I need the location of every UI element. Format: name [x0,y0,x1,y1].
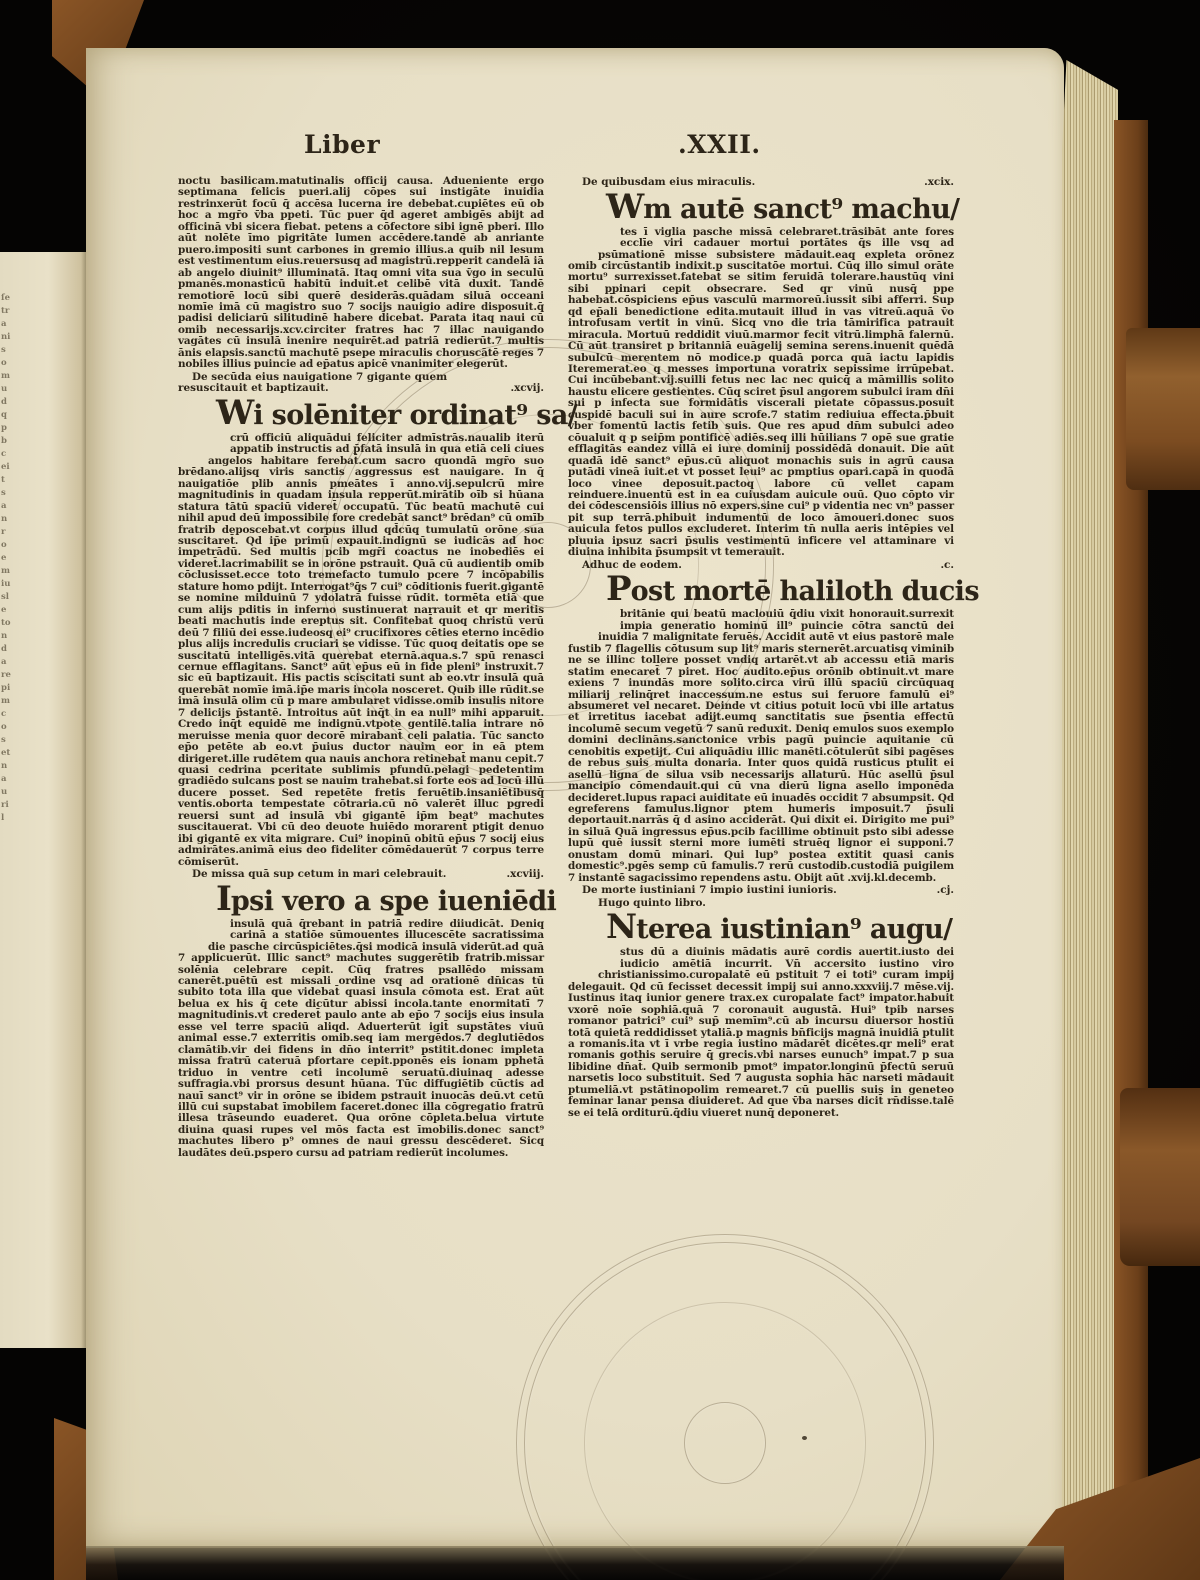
body-paragraph [568,227,954,559]
book-page [86,48,1064,1548]
decorated-initial: W [216,392,254,433]
running-title: Liber [304,130,381,159]
folio-number: .XXII. [678,130,761,159]
body-paragraph [568,609,954,884]
chapter-rubric [178,869,544,881]
paragraph-text: noctu basilicam.matutinalis officij causa. Adueniente ergo septimana felicis pueri.alij cōpes sui instigāte inuidia restrinxerūt focū q̄ accēsa lucerna ire debebat.cupiētes eū ob hoc a mgr̄o v̄ba ppeti. Tūc puer q̄d ageret ambigēs abijt ad officinā vbi sicera fiebat. petens a cōfectore sibi ignē pberi. Illo aūt nolēte īmo pigritāte lumen accēdere.tandē ab anriante puero.impositi sunt carbones in gremio illius.a quib nil lesum est vestimentum eius.reuersusq ad magistrū.repperit candelā iā ab angelo diuinit⁹ illuminatā. Itaq omni vita sua v̄go in seculū pmanēs.monasticū habitū induit.et celibē vitā duxit. Tandē remotiorē locū sibi querē desiderās.quādam siluā occeani nomīe imā cū magistro suo 7 socijs nauigio adire disposuit.q̄ padisi deliciarū silitudinē habere dicebat. Parata itaq naui cū omib necessarijs.xcv.circiter fratres hac 7 illac nauigando vagātes cū insulā inenire nequirēt.ad patriā redierūt.7 multis ānis elapsis.sanctū machutē psepe miraculis choruscātē reges 7 nobiles illius puincie ad ep̄atus apicē vnanimiter elegerūt. [178,175,544,371]
facing-page-edge [0,252,88,1348]
fore-edge-page-stack [1062,60,1118,1552]
source-attribution: Hugo quinto libro. [598,896,706,909]
paragraph-text: tes ī viglia pasche missā celebraret.trāsibāt ante fores ecclīe viri cadauer mortui portātes q̄s ille vsq ad psūmationē misse subsistere mādauit.eaq expleta orōnez omib circūstantib indixit.p suscitatōe mortui. Cūq illo simul orāte mortu⁹ surrexisset.fatebat̄ se sitim feruidā tolerare.haustūq vini sibi ppinari cepit obsecrare. Sed qr vinū nusq̄ ppe habebat̄.cōspiciens ep̄us vasculū marmoreū.iussit sibi afferri. Sup qd ep̄ali benedictione edita.mutauit illud in vas vitreū.aquā v̄o introfusam vertit in vinū. Sicq vno die tria tāmirifica patrauit miracula. Mortuū reddidit viuū.marmor fecit vitrū.limphā falernū. Cū aūt transiret p britanniā euāgelij semina serens.inuenit quēdā subulcū merentem nō modice.p quadā porca quā iactu lapidis Iteremerat.eo q messes importuna voratrix sepissime irrūpebat. Cui incūbebant.vij.suilli fetus nec lac nec quicq̄ a māmillis solito haustu elicere gestientes. Cūq sciret p̄sul angorem subulci iram dn̄i sui p infecta sue formidātis viscerali pietate cōpassus.posuit cuspidē baculi sui in aure scrofe.7 statim rediuiua effecta.p̄buit vber fomentū lactis fetib suis. Que res apud dn̄m subulci adeo cōualuit q p seip̄m pontificē adiēs.seq illi hūilians 7 opē sue gratie efflagitās eandez villā ei iure dominij possidēdā donauit. Die aūt quadā idē sanct⁹ ep̄us.cū aliquot monachis suis in agrū causa putādi vineā iuit.et vt posset leui⁹ ac pmptius opari.capā in quodā loco vinee deposuit.pactoq labore cū vellet capam reinduere.inuentū est in ea cuiusdam auicule ouū. Quo cōpto vir dei cōdescensiōis illius nō expers.sine cui⁹ p videntia nec vn⁹ passer pit sup terrā.phibuit indumentū de loco āmoueri.donec suos auicula fetos pullos excluderet. Interim tn̄ nulla aeris intēpies vel pluuia ipsuz sacri p̄sulis vestimentū inficere vel attaminare vi diuina inhibita p̄sumpsit vt temerauit. [568,225,954,559]
body-paragraph [568,947,954,1119]
heading-text: m autē sanct⁹ machu/ [643,193,960,225]
rubric-text: De missa quā sup cetum in mari celebrauit. [192,868,447,881]
decorated-initial: I [216,878,231,919]
chapter-number: .xcviij. [506,868,544,881]
heading-text: psi vero a spe iueniēdi [230,885,557,917]
chapter-rubric [568,560,954,572]
section-heading [178,878,557,919]
printed-text-area [86,48,1064,1548]
chapter-rubric [568,177,954,189]
chapter-number: .xcvij. [510,382,544,395]
heading-text: ost mortē haliloth ducis [630,576,979,608]
section-heading [178,392,577,433]
rubric-text: De morte iustiniani 7 impio iustini iunioris. [582,884,837,897]
leather-clasp-strap-top [1126,328,1200,490]
text-column-left [178,175,577,1160]
page-bottom-shadow [86,1546,1064,1580]
chapter-rubric [568,885,954,897]
body-paragraph [178,919,544,1160]
chapter-number: .c. [940,558,954,571]
chapter-rubric [178,372,544,395]
section-heading [568,186,960,227]
paragraph-text: britānie qui beatū maclouiū q̄diu vixit honorauit.surrexit impia generatio hominū ill⁹ puincie cōtra sanctū dei inuidia 7 malignitate feruēs. Accidit autē vt eius pastorē male fustib 7 flagellis cōtusum sup lit⁹ maris sternerēt.arcuatisq viminib ne se illinc tollere posset vndiq artarēt.vt ab accessu etiā maris statim enecaret̄ 7 piret. Hoc audito.ep̄us orōnib obtinuit.vt mare exiens 7 inundās more solito.circa virū illū spaciū circūquaq miliarij relinq̄ret inaccessum.ne estus sui feruore famulū ei⁹ absumeret vel necaret. Deinde vt citius potuit locū vbi ille artatus et irretitus iacebat adijt.eumq sanctitatis sue p̄sentia effectū incolumē secum vegetū 7 sanū reduxit. Deniq emulos suos exemplo domini declināns.sanctonice vrbis pagū puincie aquitanie cū cenobitis expetijt. Cui aliquādiu illic manēti.cōtulerūt sibi pagēses de rebus suis multa donaria. Inter quos quidā rusticus ptulit ei asellū ligna de silua vsib necessarijs allaturū. Hūc asellū p̄sul mancipio cōmendauit.qui cū vna dierū ligna asello imponēda decideret.lupus rapaci auiditate eū inuadēs occidit 7 absumpsit. Qd egreferens famulus.lignor ptem humeris imposuit.7 p̄suli deportauit.narrās q̄ d asino acciderāt. Qui dixit ei. Dirigito me pui⁹ in siluā Quā ingressus ep̄us.pcib facillime obtinuit psto sibi adesse lupū quē iussit sterni more iumēti struēq lignor ei supponi.7 onustam domū minari. Qui lup⁹ postea extitit quasi canis domestic⁹.pgēs semp cū famulis.7 rerū custodib.custodiā puigilem 7 instantē sagacissimo rependens astu. Obijt aūt .xvij.kl.decemb. [568,608,954,884]
text-column-right [568,176,979,1120]
body-paragraph [178,433,544,868]
decorated-initial: W [606,186,644,227]
paragraph-text: insulā quā q̄rebant in patriā redire diiudicāt. Deniq carinā a statiōe sūmouentes illucescēte sacratissima die pasche circūspiciētes.q̄si modicā insulā viderūt.ad quā 7 applicuerūt. Illic sanct⁹ machutes suggerētib fratrib.missar solēnia celebrare cepit. Cūq fratres psallēdo missam canerēt.puētū est missali ordine vsq ad orationē dn̄icas tū subito tota illa que videbat̄ quasi insula cōmota est. Erat aūt belua ex his q̄ cete dicūtur abissi incola.tante enormitatī 7 magnitudinis.vt crederet̄ paulo ante ab ep̄o 7 socijs eius insula esse vel terre spaciū aliqd. Aduerterūt igit̄ supstātes viuū animal esse.7 exterritis omib.seq iam mergēdos.7 deglutiēdos clamātib.vir dei fidens in dn̄o interrit⁹ pstitit.donec impleta missa fratrū cateruā pfortare cepit.pponēs eis ionam pphetā triduo in ventre ceti incolumē seruatū.diuinaq adesse suffragia.vbi prorsus desunt hūana. Tūc diffugiētib cūctis ad nauī sanct⁹ vir in orōne se ibidem pstrauit inuocās deū.vt cetū illū cui supstabat īmobilem faceret.donec illa cōgregatio fratrū illesa trāseundo euaderet. Qua orōne cōpleta.belua virtute diuina quasi rupes vel mōs facta est īmobilis.donec sanct⁹ machutes libero p⁹ omnes de naui gressu descēderet. Sicq laudātes deū.pspero cursu ad patriam redierūt incolumes. [178,917,544,1159]
body-paragraph [178,176,544,371]
heading-text: terea iustinian⁹ augu/ [636,914,953,946]
paragraph-text: stus dū a diuinis mādatis aurē cordis auertit.iusto dei iudicio amētiā incurrit. Vn̄ accersito iustino viro christianissimo.curopalatē eū pstituit 7 ei toti⁹ curam impij delegauit. Qd cū fecisset decessit impij sui anno.xxxviij.7 mēse.vij. Iustinus itaq iunior genere trax.ex curopalate fact⁹ impator.habuit vxorē noīe sophiā.quā 7 coronauit augustā. Hui⁹ tpib narses romanor patrici⁹ cui⁹ sup̄ memīm⁹.cū ab incursu diuersor hostiū totā quietā reddidisset ytaliā.p magnis bn̄ficijs magnā inuidiā ptulit a romanis.ita vt ī vrbe regia iustino mādarēt dicētes.qr meli⁹ erat romanis gothis seruire q̄ grecis.vbi narses eunuch⁹ impat.7 p sua libidine dn̄at̄. Quib sermonib pmot⁹ impator.longinū p̄fectū seruū narsetis loco substituit. Sed 7 augusta sophia hāc narseti mādauit ptumeliā.vt pstātinopolim remearet.7 cū puellis suis in geneteo feminar lanar pensa diuideret. Ad que v̄ba narses dicit̄ rn̄disse.talē se ei telā orditurū.q̄diu viueret nunq̄ deponeret. [568,946,954,1119]
rubric-text: Adhuc de eodem. [582,558,682,571]
decorated-initial: N [606,907,637,948]
heading-text: i solēniter ordinat⁹ sa/ [253,399,577,431]
section-heading [568,569,979,610]
section-heading [568,907,954,948]
rubric-text: De secūda eius nauigatione 7 gigante quem resuscitauit et baptizauit. [178,370,448,395]
chapter-number: .cj. [936,884,954,897]
decorated-initial: P [606,569,631,610]
rubric-text: De quibusdam eius miraculis. [582,176,756,188]
chapter-number: .xcix. [924,176,954,188]
leather-clasp-strap-bottom [1120,1088,1200,1266]
cropped-text-fragments: ſetraniso mudqp bceit sanroe miusle tonda repimc osetn auril [1,293,11,823]
paragraph-text: crū officiū aliquādui feliciter admīstrās.naualib iterū appatib instructis ad p̄fatā insulā in qua etiā celi ciues angelos habitare ferebat̄.cum sacro quondā mgr̄o suo brēdano.alijsq viris sanctis aggressus est nauigare. In q̄ nauigatiōe plib annis pmeātes ī anno.vij.sepulcrū mire magnitudinis in quadam insula repperūt.mirātib oīb si hūana statura tātū spaciū videret̄ occupatū. Tūc beatū machutē cui nihil apud deū impossibile fore credebāt sanct⁹ brēdan⁹ cū omīb fratrib deposcebat.vt corpus illud qd̄cūq tumulatū orōne sua suscitaret̄. Qd ip̄e primū expauit.indignū se iudicās ad hoc impetrādū. Sed multis pcib mgr̄i coactus ne inobediēs ei videret̄.lacrimabilit se in orōne pstrauit. Quā cū audientib omib cōclusisset.ecce toto tremefacto tumulo pcere 7 incōpabilis stature homo pdijt. Interrogat⁹q̄s 7 cui⁹ cōditionis fuerit.gigantē se nomine milduinū 7 ydolatrā fuisse rūdit. tormēta etiā que cum alijs pditis in inferno sustinuerat narrauit et qr meritis beati machutis inde ereptus sit. Confitebat̄ quoq christū verū deū 7 filiū dei esse.iudeosq ei⁹ crucifixores cēties eterno incēdio plus alijs incredulis cruciari se vidisse. Tūc quoq deitatis ope se suscitatū intelligēs.vitā querebat eternā.aqua.s.7 spū renasci cernue efflagitans. Sanct⁹ aūt ep̄us eū in fide pleni⁹ instruxit.7 sic eū baptizauit. His pactis sciscitati sunt ab eo.vtr insulā quā querebāt nomīe imā.ip̄e maris incola nosceret. Quib ille rūdit.se imā insulā olim cū p mare ambularet vidisse.omib insulis nitore 7 delicijs p̄stantē. Introitus aūt inq̄t in ea null⁹ mihi apparuit. Credo inq̄t equidē me indignū.vtpote gentilē.talia intrare nō meruisse menia quor decorē mirabant̄ celi palatia. Tūc sancto ep̄o petēte ab eo.vt p̄uius ductor nauim eor in eā ptem dirigeret.ille rudētem qua nauis anchora retinebat̄ manu cepit.7 quasi cedrina pceritate sublimis pfundū.pelagi pedetentim gradiēdo sulcans post se nauim trahebat.si forte eos ad locū illū ducere posset. Sed repetēte fretis feruētib.insaniētibusq̄ ventis.oborta tempestate cōtraria.cū nō valerēt illuc pgredi reuersi sunt ad insulā vbi gigantē ip̄m beat⁹ machutes suscitauerat. Vbi cū deo deuote huiēdo morarent̄ ptigit denuo ibi gigantē ex vita migrare. Cui⁹ inopinū obitū ep̄us 7 socij eius admirātes.animā eius deo fideliter cōmēdauerūt 7 corpus terre cōmiserūt. [178,431,544,868]
